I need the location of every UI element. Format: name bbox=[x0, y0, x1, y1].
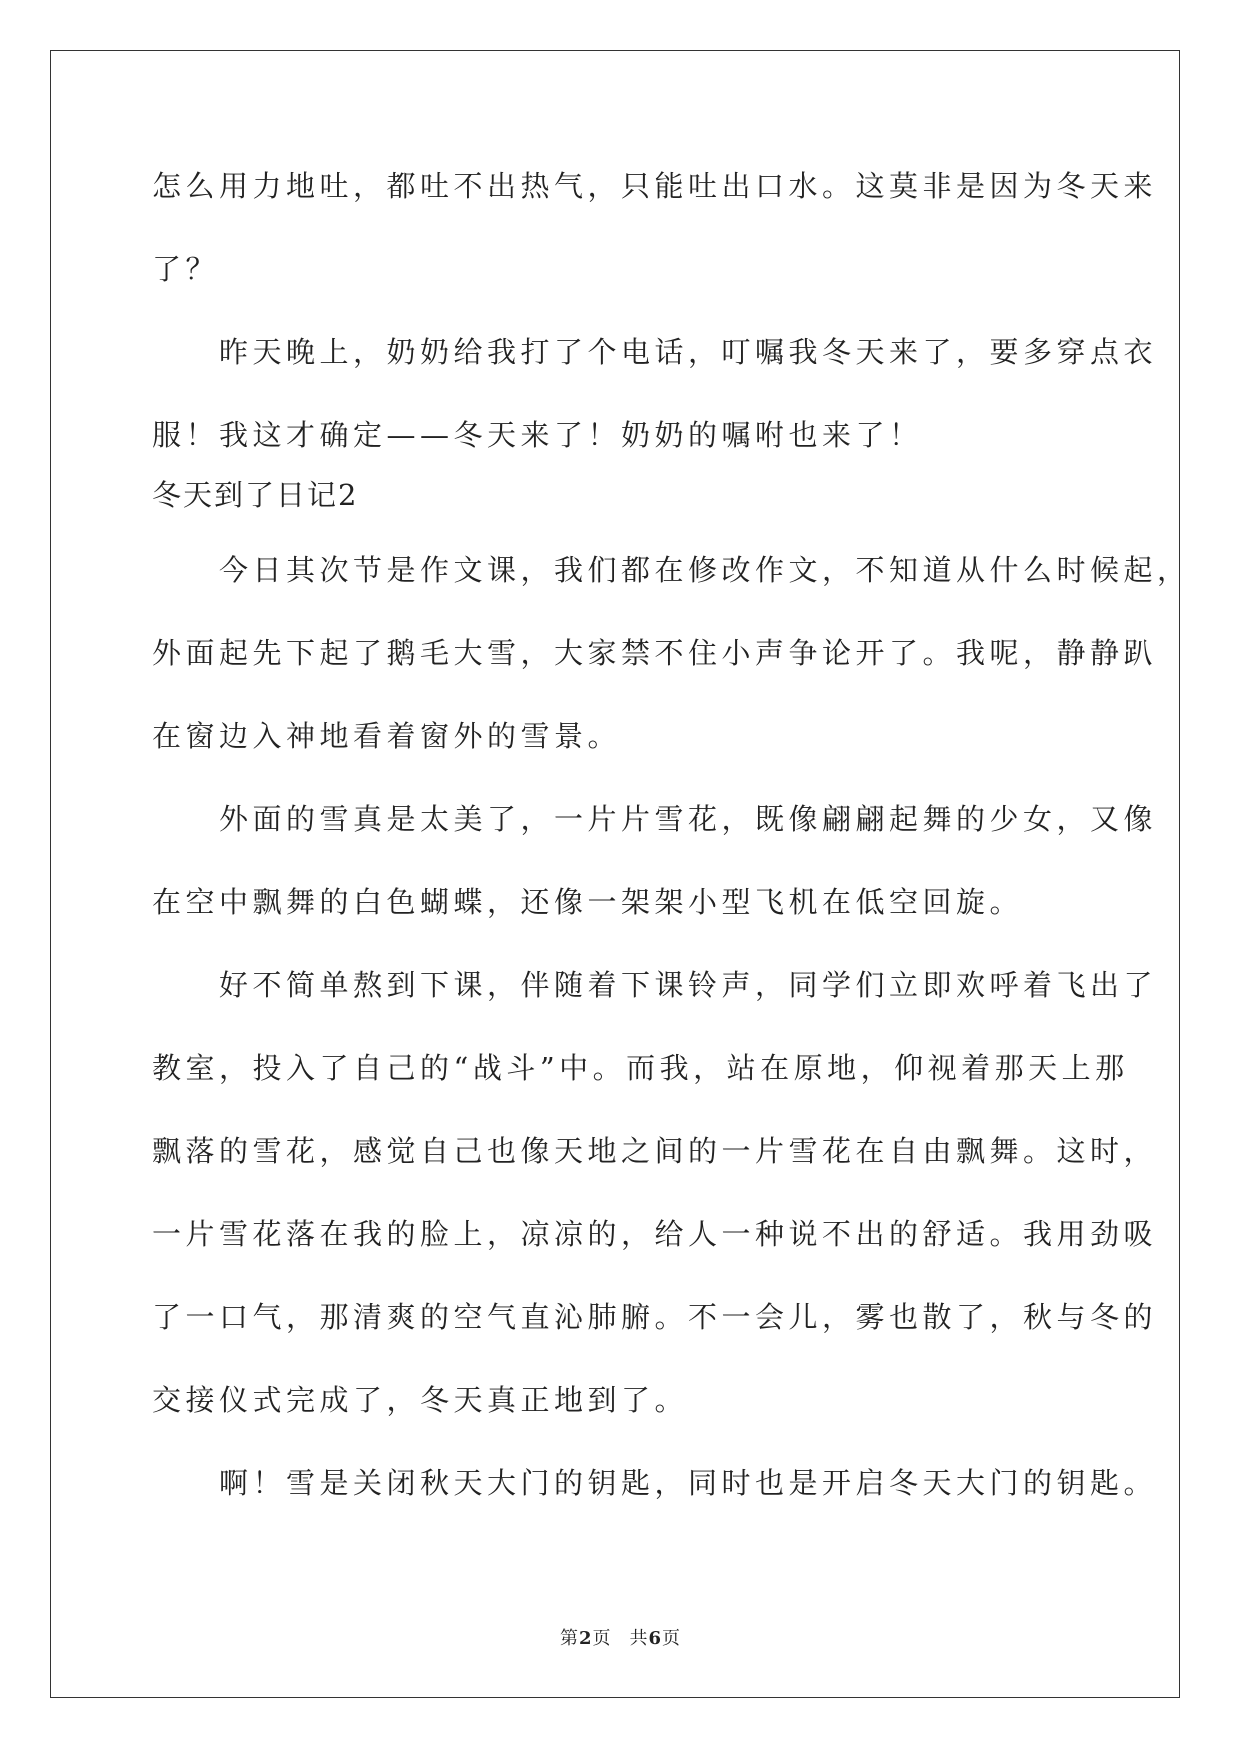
current-page-number: 2 bbox=[578, 1628, 593, 1649]
text-line: 在空中飘舞的白色蝴蝶，还像一架架小型飞机在低空回旋。 bbox=[152, 885, 1024, 919]
text-line: 外面的雪真是太美了，一片片雪花，既像翩翩起舞的少女，又像 bbox=[152, 802, 1158, 836]
text-line: 怎么用力地吐，都吐不出热气，只能吐出口水。这莫非是因为冬天来 bbox=[152, 169, 1158, 203]
text-line: 了？ bbox=[152, 252, 220, 286]
text-line: 啊！雪是关闭秋天大门的钥匙，同时也是开启冬天大门的钥匙。 bbox=[152, 1466, 1158, 1500]
text-line: 了一口气，那清爽的空气直沁肺腑。不一会儿，雾也散了，秋与冬的 bbox=[152, 1300, 1158, 1334]
text-line: 外面起先下起了鹅毛大雪，大家禁不住小声争论开了。我呢，静静趴 bbox=[152, 636, 1158, 670]
footer-prefix: 第 bbox=[559, 1628, 579, 1649]
text-line: 昨天晚上，奶奶给我打了个电话，叮嘱我冬天来了，要多穿点衣 bbox=[152, 335, 1158, 369]
total-page-count: 6 bbox=[648, 1628, 663, 1649]
text-line: 好不简单熬到下课，伴随着下课铃声，同学们立即欢呼着飞出了 bbox=[152, 968, 1158, 1002]
footer-total-prefix: 共 bbox=[629, 1628, 649, 1649]
text-line: 服！我这才确定——冬天来了！奶奶的嘱咐也来了！ bbox=[152, 418, 923, 452]
text-line: 今日其次节是作文课，我们都在修改作文，不知道从什么时候起， bbox=[152, 553, 1191, 587]
text-line: 在窗边入神地看着窗外的雪景。 bbox=[152, 719, 622, 753]
text-line: 一片雪花落在我的脸上，凉凉的，给人一种说不出的舒适。我用劲吸 bbox=[152, 1217, 1158, 1251]
footer-total-suffix: 页 bbox=[662, 1628, 682, 1649]
document-body bbox=[152, 160, 1191, 1540]
text-line: 教室，投入了自己的“战斗”中。而我，站在原地，仰视着那天上那 bbox=[152, 1051, 1129, 1085]
footer-page-suffix: 页 bbox=[592, 1628, 612, 1649]
page-footer bbox=[0, 1624, 1241, 1650]
text-line: 飘落的雪花，感觉自己也像天地之间的一片雪花在自由飘舞。这时， bbox=[152, 1134, 1158, 1168]
text-line: 交接仪式完成了，冬天真正地到了。 bbox=[152, 1383, 689, 1417]
section-title: 冬天到了日记2 bbox=[152, 478, 359, 512]
